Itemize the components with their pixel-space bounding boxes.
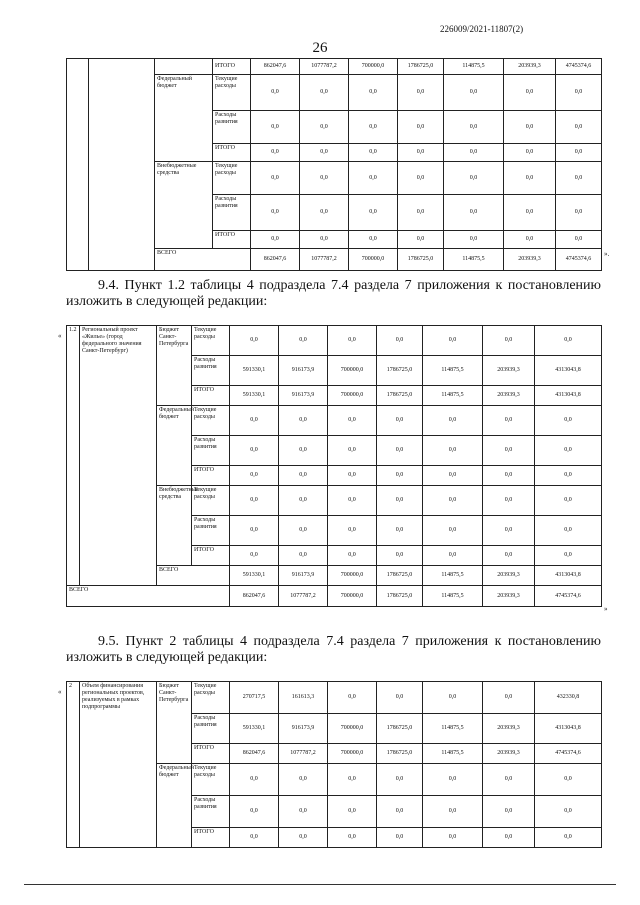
table-cell: 0,0: [377, 486, 423, 516]
table-cell: 203939,3: [483, 586, 535, 607]
table-cell: Расходы развития: [192, 356, 230, 386]
table-cell: 0,0: [535, 486, 602, 516]
table-cell: 114875,5: [444, 249, 504, 271]
table-cell: Расходы развития: [192, 436, 230, 466]
table-cell: 0,0: [251, 231, 300, 249]
table-cell: 432330,8: [535, 682, 602, 714]
table-cell: 0,0: [483, 436, 535, 466]
table-cell: 4745374,6: [535, 744, 602, 764]
table-cell: Внебюджетные средства: [155, 162, 213, 249]
table-cell: 0,0: [377, 796, 423, 828]
project-name: Объем финансирования региональных проектов, реализуемых в рамках подпрограммы: [80, 682, 157, 848]
table-cell: 1077787,2: [279, 744, 328, 764]
table-cell: 0,0: [230, 516, 279, 546]
table-cell: 0,0: [483, 796, 535, 828]
table-continuation: [66, 58, 602, 271]
table-cell: Федеральный бюджет: [157, 406, 192, 486]
table-cell: Текущие расходы: [192, 764, 230, 796]
table-cell: 0,0: [444, 75, 504, 111]
row-number: 1.2: [67, 326, 80, 586]
table-cell: 0,0: [483, 764, 535, 796]
table-cell: 0,0: [279, 546, 328, 566]
open-quote: «: [58, 688, 62, 696]
document-code: 226009/2021-11807(2): [440, 24, 524, 34]
table-cell: 0,0: [251, 162, 300, 195]
table-cell: 161613,3: [279, 682, 328, 714]
table-cell: 0,0: [230, 764, 279, 796]
table-cell: [155, 59, 213, 75]
table-cell: 114875,5: [444, 59, 504, 75]
close-quote: »: [604, 605, 608, 613]
table-cell: ИТОГО: [213, 59, 251, 75]
table-cell: 0,0: [328, 436, 377, 466]
table-cell: 0,0: [398, 144, 444, 162]
table-cell: 0,0: [504, 111, 556, 144]
table-cell: 0,0: [483, 546, 535, 566]
table-cell: 0,0: [349, 195, 398, 231]
table-cell: 0,0: [535, 326, 602, 356]
table-cell: 0,0: [423, 682, 483, 714]
table-cell: 0,0: [349, 231, 398, 249]
table-cell: 0,0: [483, 516, 535, 546]
table-cell: 0,0: [377, 516, 423, 546]
table-cell: 114875,5: [423, 744, 483, 764]
table-cell: 0,0: [556, 231, 602, 249]
table-cell: 0,0: [398, 75, 444, 111]
table-cell: Текущие расходы: [192, 326, 230, 356]
table-cell: Федеральный бюджет: [157, 764, 192, 848]
table-cell: 0,0: [556, 75, 602, 111]
table-cell: 1786725,0: [377, 566, 423, 586]
table-cell: 0,0: [300, 162, 349, 195]
table-cell: 0,0: [535, 546, 602, 566]
table-cell: 0,0: [423, 436, 483, 466]
table-cell: 0,0: [349, 75, 398, 111]
table-cell: 4313043,8: [535, 356, 602, 386]
table-cell: Бюджет Санкт-Петербурга: [157, 326, 192, 406]
table-cell: Бюджет Санкт-Петербурга: [157, 682, 192, 764]
table-cell: 700000,0: [328, 386, 377, 406]
table-cell: 0,0: [444, 111, 504, 144]
table-cell: 0,0: [377, 466, 423, 486]
table-cell: 4745374,6: [556, 59, 602, 75]
table-cell: 1786725,0: [377, 714, 423, 744]
table-cell: 1077787,2: [300, 249, 349, 271]
table-cell: 0,0: [377, 406, 423, 436]
table-cell: 0,0: [423, 828, 483, 848]
table-cell: 591330,1: [230, 356, 279, 386]
table-cell: 0,0: [349, 144, 398, 162]
table-cell: 591330,1: [230, 714, 279, 744]
table-cell: 700000,0: [328, 714, 377, 744]
table-cell: 0,0: [279, 764, 328, 796]
table-cell: 862047,6: [251, 59, 300, 75]
table-item-1-2: [66, 325, 602, 607]
table-cell: 114875,5: [423, 586, 483, 607]
table-cell: 0,0: [300, 75, 349, 111]
table-cell: 0,0: [230, 326, 279, 356]
table-cell: ИТОГО: [192, 744, 230, 764]
table-cell: 700000,0: [328, 744, 377, 764]
table-cell: 0,0: [535, 764, 602, 796]
table-cell: 0,0: [328, 486, 377, 516]
table-cell: 203939,3: [483, 744, 535, 764]
table-cell: 0,0: [444, 231, 504, 249]
table-cell: 0,0: [279, 406, 328, 436]
table-cell: 591330,1: [230, 566, 279, 586]
table-cell: 0,0: [423, 406, 483, 436]
table-cell: Расходы развития: [213, 195, 251, 231]
table-cell: ИТОГО: [192, 386, 230, 406]
table-cell: 0,0: [556, 144, 602, 162]
table-cell: 0,0: [535, 466, 602, 486]
table-cell: 0,0: [377, 326, 423, 356]
table-cell: 1077787,2: [300, 59, 349, 75]
table-cell: 916173,9: [279, 566, 328, 586]
table-cell: Расходы развития: [213, 111, 251, 144]
table-cell: Текущие расходы: [213, 162, 251, 195]
table-cell: 0,0: [328, 326, 377, 356]
project-name: Региональный проект «Жилье» (город федерального значения Санкт-Петербург): [80, 326, 157, 586]
table-cell: ИТОГО: [192, 828, 230, 848]
table-cell: 916173,9: [279, 386, 328, 406]
table-cell: 0,0: [230, 406, 279, 436]
table-cell: 591330,1: [230, 386, 279, 406]
table-cell: ИТОГО: [213, 144, 251, 162]
table-cell: 1077787,2: [279, 586, 328, 607]
table-cell: 0,0: [377, 546, 423, 566]
table-cell: 0,0: [483, 466, 535, 486]
table-cell: 0,0: [279, 326, 328, 356]
table-cell: 4745374,6: [535, 586, 602, 607]
table-cell: 270717,5: [230, 682, 279, 714]
paragraph-line: изложить в следующей редакции:: [66, 649, 268, 665]
table-cell: 0,0: [423, 466, 483, 486]
table-cell: 1786725,0: [377, 386, 423, 406]
table-cell: 0,0: [300, 231, 349, 249]
table-cell: 0,0: [279, 796, 328, 828]
table-cell: 0,0: [398, 231, 444, 249]
table-cell: 0,0: [377, 764, 423, 796]
table-cell: Текущие расходы: [213, 75, 251, 111]
table-cell: 0,0: [377, 682, 423, 714]
table-cell: 0,0: [444, 195, 504, 231]
table-cell: 1786725,0: [377, 744, 423, 764]
table-cell: 4313043,8: [535, 386, 602, 406]
table-cell: 916173,9: [279, 714, 328, 744]
table-cell: 0,0: [230, 546, 279, 566]
table-cell: 4313043,8: [535, 566, 602, 586]
table-cell: ВСЕГО: [157, 566, 230, 586]
table-cell: 0,0: [483, 682, 535, 714]
table-cell: 0,0: [423, 796, 483, 828]
table-cell: 0,0: [279, 486, 328, 516]
table-cell: 0,0: [535, 828, 602, 848]
table-cell: 0,0: [398, 195, 444, 231]
table-cell: 862047,6: [230, 586, 279, 607]
table-cell: 0,0: [423, 546, 483, 566]
table-cell: 0,0: [504, 195, 556, 231]
table-cell: 203939,3: [483, 386, 535, 406]
table-cell: 0,0: [423, 486, 483, 516]
table-cell: Текущие расходы: [192, 406, 230, 436]
table-cell: 0,0: [279, 828, 328, 848]
table-cell: 0,0: [483, 326, 535, 356]
table-cell: Федеральный бюджет: [155, 75, 213, 162]
table-cell: 0,0: [504, 162, 556, 195]
table-cell: Внебюджетные средства: [157, 486, 192, 566]
page-number: 26: [312, 40, 328, 56]
paragraph-9-4: [66, 278, 601, 309]
open-quote: «: [58, 332, 62, 340]
table-cell: 0,0: [504, 75, 556, 111]
table-cell: 0,0: [328, 764, 377, 796]
table-cell: 700000,0: [328, 586, 377, 607]
table-cell: Текущие расходы: [192, 486, 230, 516]
table-cell: 0,0: [279, 466, 328, 486]
table-cell: 0,0: [328, 546, 377, 566]
table-cell: 0,0: [230, 486, 279, 516]
table-item-2: [66, 681, 602, 848]
paragraph-line: 9.4. Пункт 1.2 таблицы 4 подраздела 7.4 раздела 7 приложения к постановлению: [98, 278, 601, 293]
table-cell: 1786725,0: [398, 59, 444, 75]
close-quote: ».: [604, 250, 610, 258]
table-cell: 203939,3: [483, 356, 535, 386]
table-cell: 0,0: [504, 231, 556, 249]
table-cell: 0,0: [328, 796, 377, 828]
table-cell: 203939,3: [504, 59, 556, 75]
table-cell: 0,0: [377, 436, 423, 466]
table-cell: 203939,3: [483, 714, 535, 744]
table-cell: 0,0: [349, 162, 398, 195]
table-cell: 0,0: [230, 828, 279, 848]
table-cell: 0,0: [300, 111, 349, 144]
table-cell: 916173,9: [279, 356, 328, 386]
row-number: 2: [67, 682, 80, 848]
table-cell: 0,0: [251, 144, 300, 162]
paragraph-line: 9.5. Пункт 2 таблицы 4 подраздела 7.4 раздела 7 приложения к постановлению: [98, 634, 601, 649]
table-cell: ИТОГО: [192, 546, 230, 566]
table-cell: 700000,0: [349, 59, 398, 75]
table-cell: 0,0: [535, 406, 602, 436]
table-cell: 700000,0: [328, 356, 377, 386]
table-cell: ИТОГО: [192, 466, 230, 486]
table-cell: 1786725,0: [377, 356, 423, 386]
table-cell: Расходы развития: [192, 796, 230, 828]
table-cell: 114875,5: [423, 714, 483, 744]
table-cell: 0,0: [328, 516, 377, 546]
table-cell: 0,0: [300, 144, 349, 162]
table-cell: 4313043,8: [535, 714, 602, 744]
table-cell: 0,0: [483, 828, 535, 848]
table-cell: ВСЕГО: [67, 586, 230, 607]
table-cell: ИТОГО: [213, 231, 251, 249]
table-cell: Расходы развития: [192, 714, 230, 744]
table-cell: 0,0: [423, 516, 483, 546]
table-cell: 0,0: [535, 516, 602, 546]
table-cell: 0,0: [535, 436, 602, 466]
table-cell: 1786725,0: [377, 586, 423, 607]
table-cell: 0,0: [556, 162, 602, 195]
table-cell: Расходы развития: [192, 516, 230, 546]
table-cell: 0,0: [423, 326, 483, 356]
table-cell: 0,0: [349, 111, 398, 144]
table-cell: 700000,0: [328, 566, 377, 586]
table-cell: 862047,6: [251, 249, 300, 271]
table-cell: 0,0: [556, 111, 602, 144]
table-cell: 0,0: [230, 466, 279, 486]
table-cell: 862047,6: [230, 744, 279, 764]
table-cell: 0,0: [556, 195, 602, 231]
table-cell: 203939,3: [483, 566, 535, 586]
table-cell: 0,0: [504, 144, 556, 162]
footer-rule: [24, 884, 616, 885]
table-cell: 0,0: [251, 75, 300, 111]
cell-empty: [67, 59, 89, 271]
table-cell: 1786725,0: [398, 249, 444, 271]
table-cell: 4745374,6: [556, 249, 602, 271]
cell-empty: [89, 59, 155, 271]
table-cell: 700000,0: [349, 249, 398, 271]
table-cell: 0,0: [535, 796, 602, 828]
table-cell: 0,0: [279, 436, 328, 466]
table-cell: 114875,5: [423, 356, 483, 386]
table-cell: 0,0: [230, 436, 279, 466]
table-cell: Текущие расходы: [192, 682, 230, 714]
paragraph-9-5: [66, 634, 601, 665]
table-cell: 0,0: [444, 162, 504, 195]
table-cell: 0,0: [328, 682, 377, 714]
table-cell: ВСЕГО: [155, 249, 251, 271]
paragraph-line: изложить в следующей редакции:: [66, 293, 268, 309]
table-cell: 0,0: [230, 796, 279, 828]
table-cell: 0,0: [279, 516, 328, 546]
table-cell: 0,0: [251, 111, 300, 144]
table-cell: 203939,3: [504, 249, 556, 271]
table-cell: 114875,5: [423, 386, 483, 406]
table-cell: 0,0: [483, 406, 535, 436]
table-cell: 0,0: [444, 144, 504, 162]
table-cell: 0,0: [251, 195, 300, 231]
table-cell: 0,0: [423, 764, 483, 796]
table-cell: 0,0: [328, 828, 377, 848]
table-cell: 0,0: [398, 111, 444, 144]
table-cell: 114875,5: [423, 566, 483, 586]
table-cell: 0,0: [398, 162, 444, 195]
table-cell: 0,0: [328, 466, 377, 486]
table-cell: 0,0: [483, 486, 535, 516]
table-cell: 0,0: [328, 406, 377, 436]
table-cell: 0,0: [377, 828, 423, 848]
table-cell: 0,0: [300, 195, 349, 231]
